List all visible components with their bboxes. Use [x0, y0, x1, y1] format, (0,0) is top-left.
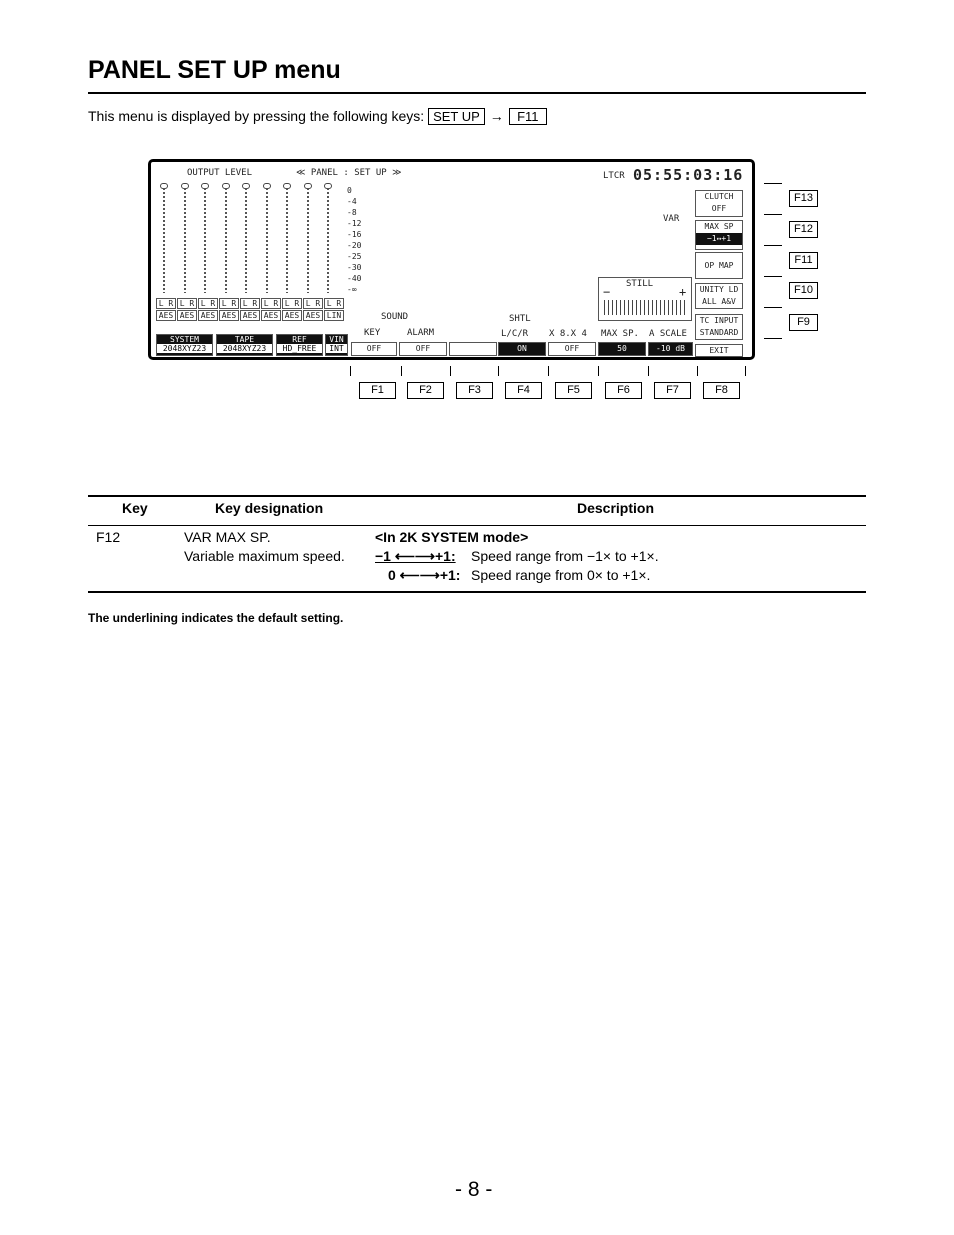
tc-input-box	[695, 314, 743, 340]
max-sp-value: 50	[598, 342, 646, 356]
vin-value: INT	[326, 344, 347, 353]
setup-keycap: SET UP	[428, 108, 485, 125]
ltcr-label: LTCR	[603, 171, 625, 181]
f9-key: F9	[789, 314, 818, 331]
lcd-panel	[148, 159, 755, 360]
intro-line	[88, 108, 547, 125]
key-value: OFF	[351, 342, 397, 356]
system-label: SYSTEM	[170, 335, 199, 344]
channel-lr: L R	[240, 298, 260, 309]
f5-key: F5	[555, 382, 592, 399]
lcr-label: L/C/R	[501, 329, 529, 339]
channel-src: AES	[240, 310, 260, 321]
channel-src: AES	[219, 310, 239, 321]
f2-key: F2	[407, 382, 444, 399]
op-map-box: OP MAP	[695, 252, 743, 279]
menu-name-label: ≪ PANEL : SET UP ≫	[296, 168, 402, 178]
channel-src: AES	[156, 310, 176, 321]
scale-mark: -∞	[347, 285, 357, 294]
output-level-label: OUTPUT LEVEL	[187, 168, 253, 178]
unity-ld-box	[695, 283, 743, 309]
key-label: KEY	[364, 328, 381, 338]
f3-key: F3	[456, 382, 493, 399]
f1-key: F1	[359, 382, 396, 399]
channel-lr: L R	[177, 298, 197, 309]
shtl-label: SHTL	[509, 314, 531, 324]
channel-src: LIN	[324, 310, 344, 321]
max-sp-var-label: MAX SP	[704, 222, 734, 231]
tick-mark	[745, 366, 746, 376]
x84-value: OFF	[548, 342, 596, 356]
f11-keycap: F11	[509, 108, 547, 125]
clutch-box	[695, 190, 743, 217]
max-sp-label: MAX SP.	[601, 329, 639, 339]
var-label: VAR	[663, 214, 680, 224]
page-title: PANEL SET UP menu	[88, 56, 341, 84]
row-designation-1: VAR MAX SP.	[184, 529, 271, 545]
shuttle-scale	[604, 300, 686, 315]
option-1-label: −1 ⟵⟶+1:	[375, 548, 456, 564]
plus-sign: +	[679, 285, 687, 299]
table-header-rule	[88, 525, 866, 526]
scale-mark: -20	[347, 241, 362, 250]
channel-lr: L R	[156, 298, 176, 309]
f11-key: F11	[789, 252, 818, 269]
tick-mark	[548, 366, 549, 376]
tick-mark	[498, 366, 499, 376]
alarm-value: OFF	[399, 342, 447, 356]
f10-key: F10	[789, 282, 818, 299]
tc-input-line1: TC INPUT	[699, 316, 739, 325]
max-sp-var-value: −1↔+1	[696, 233, 742, 245]
meter-bar	[327, 188, 329, 293]
row-mode: <In 2K SYSTEM mode>	[375, 529, 529, 545]
scale-mark: -12	[347, 219, 362, 228]
option-2-text: Speed range from 0× to +1×.	[471, 567, 651, 583]
meter-bar	[286, 188, 288, 293]
row-designation-2: Variable maximum speed.	[184, 548, 345, 564]
scale-mark: -25	[347, 252, 362, 261]
meter-bar	[163, 188, 165, 293]
system-value: 2048XYZ23	[157, 344, 212, 353]
f12-key: F12	[789, 221, 818, 238]
lcr-value: ON	[498, 342, 546, 356]
default-note: The underlining indicates the default setting.	[88, 611, 344, 625]
channel-lr: L R	[303, 298, 323, 309]
vin-status	[325, 334, 348, 356]
unity-ld-line2: ALL A&V	[702, 297, 736, 306]
option-2-label: 0 ⟵⟶+1:	[388, 567, 461, 583]
scale-mark: -4	[347, 197, 357, 206]
f8-key: F8	[703, 382, 740, 399]
header-designation: Key designation	[215, 500, 324, 516]
scale-mark: 0	[347, 186, 352, 195]
tick-mark	[350, 366, 351, 376]
channel-lr: L R	[219, 298, 239, 309]
vin-label: VIN	[329, 335, 344, 344]
a-scale-value: -10 dB	[648, 342, 693, 356]
tape-value: 2048XYZ23	[217, 344, 272, 353]
ref-status	[276, 334, 323, 356]
tick-mark	[598, 366, 599, 376]
tick-mark	[450, 366, 451, 376]
tick-mark	[764, 214, 782, 215]
max-sp-var-box	[695, 220, 743, 250]
row-key: F12	[96, 529, 121, 545]
sound-label: SOUND	[381, 312, 409, 322]
f13-key: F13	[789, 190, 818, 207]
scale-mark: -16	[347, 230, 362, 239]
unity-ld-line1: UNITY LD	[699, 285, 739, 294]
channel-lr: L R	[261, 298, 281, 309]
tick-mark	[764, 245, 782, 246]
channel-src: AES	[198, 310, 218, 321]
channel-src: AES	[261, 310, 281, 321]
clutch-label: CLUTCH	[704, 192, 734, 201]
table-top-rule	[88, 495, 866, 497]
option-1-text: Speed range from −1× to +1×.	[471, 548, 659, 564]
arrow-icon: →	[489, 108, 504, 124]
meter-bar	[184, 188, 186, 293]
tick-mark	[697, 366, 698, 376]
still-shuttle	[598, 277, 692, 321]
tape-status	[216, 334, 273, 356]
ref-label: REF	[292, 335, 307, 344]
x84-label: X 8.X 4	[549, 329, 587, 339]
tick-mark	[401, 366, 402, 376]
channel-src: AES	[303, 310, 323, 321]
tick-mark	[764, 338, 782, 339]
f4-key: F4	[505, 382, 542, 399]
timecode: 05:55:03:16	[633, 166, 744, 184]
meter-bar	[225, 188, 227, 293]
header-key: Key	[122, 500, 148, 516]
meter-bar	[245, 188, 247, 293]
scale-mark: -8	[347, 208, 357, 217]
f7-key: F7	[654, 382, 691, 399]
meter-bar	[307, 188, 309, 293]
channel-lr: L R	[198, 298, 218, 309]
channel-lr: L R	[324, 298, 344, 309]
scale-mark: -30	[347, 263, 362, 272]
alarm-label: ALARM	[407, 328, 435, 338]
tc-input-line2: STANDARD	[699, 328, 739, 337]
tape-label: TAPE	[234, 335, 255, 344]
channel-lr: L R	[282, 298, 302, 309]
page-number: - 8 -	[455, 1178, 493, 1201]
meter-bar	[266, 188, 268, 293]
tick-mark	[764, 183, 782, 184]
header-description: Description	[577, 500, 655, 516]
tick-mark	[764, 307, 782, 308]
scale-mark: -40	[347, 274, 362, 283]
ref-value: HD_FREE	[277, 344, 322, 353]
clutch-value: OFF	[711, 204, 727, 213]
channel-src: AES	[177, 310, 197, 321]
exit-box: EXIT	[695, 344, 743, 357]
meter-bar	[204, 188, 206, 293]
a-scale-label: A SCALE	[649, 329, 687, 339]
still-label: STILL	[626, 279, 654, 289]
minus-sign: −	[603, 285, 611, 299]
channel-src: AES	[282, 310, 302, 321]
f3-empty-box	[449, 342, 497, 356]
tick-mark	[764, 276, 782, 277]
tick-mark	[648, 366, 649, 376]
intro-text: This menu is displayed by pressing the following keys:	[88, 108, 425, 124]
f6-key: F6	[605, 382, 642, 399]
title-rule	[88, 92, 866, 94]
system-status	[156, 334, 213, 356]
table-bottom-rule	[88, 591, 866, 593]
